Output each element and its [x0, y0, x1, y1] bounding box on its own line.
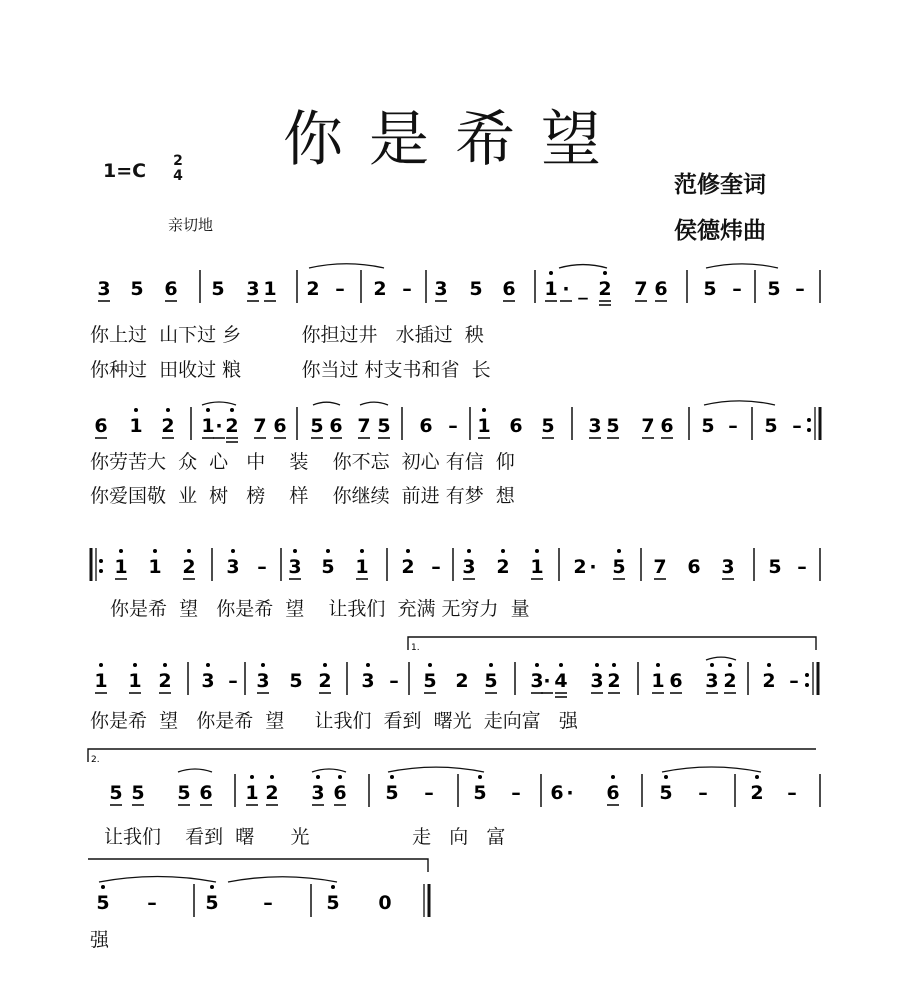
note: 3 [434, 278, 448, 300]
lyric-line-1-verse-1: 你上过 山下过 乡 你担过井 水插过 秧 [90, 324, 484, 346]
note: 5 [473, 782, 487, 804]
note: 5 [612, 556, 626, 578]
note: 2 [723, 670, 737, 692]
note: – [797, 556, 807, 578]
first-ending-label: 1. [411, 643, 420, 653]
note: 1 [201, 415, 215, 437]
note: – [698, 782, 708, 804]
note: 5 [764, 415, 778, 437]
lyric-line-2-verse-1: 你劳苦大 众 心 中 装 你不忘 初心 有信 仰 [90, 451, 515, 473]
note: 6 [550, 782, 564, 804]
note: – [792, 415, 802, 437]
note: 2 [182, 556, 196, 578]
note: 2 [496, 556, 510, 578]
octave-dot [153, 549, 157, 553]
lyricist-credit: 范修奎词 [674, 172, 766, 198]
note: 5 [326, 892, 340, 914]
note: 6 [509, 415, 523, 437]
note: 6 [660, 415, 674, 437]
tie-slur [360, 402, 388, 405]
octave-dot [101, 885, 105, 889]
note: – [389, 670, 399, 692]
note: 3 [311, 782, 325, 804]
octave-dot [231, 549, 235, 553]
note: 4 [554, 670, 568, 692]
lyric-line-chorus-1: 你是希 望 你是希 望 让我们 充满 无穷力 量 [110, 598, 530, 620]
note: 6 [333, 782, 347, 804]
note: 0 [378, 892, 392, 914]
octave-dot [535, 663, 539, 667]
note: 7 [357, 415, 371, 437]
octave-dot [338, 775, 342, 779]
octave-dot [603, 271, 607, 275]
note: 5 [109, 782, 123, 804]
note: 2 [306, 278, 320, 300]
octave-dot [261, 663, 265, 667]
octave-dot [728, 663, 732, 667]
note: 2 [750, 782, 764, 804]
tie-slur [178, 769, 212, 772]
octave-dot [478, 775, 482, 779]
tie-slur [706, 264, 778, 268]
note: · [215, 415, 223, 437]
lyric-line-ending-1: 让我们 看到 曙 光 走 向 富 [104, 826, 506, 848]
note: 5 [377, 415, 391, 437]
note: – [448, 415, 458, 437]
octave-dot [656, 663, 660, 667]
note: – [402, 278, 412, 300]
note: _ [578, 278, 588, 300]
note: 3 [705, 670, 719, 692]
note: 3 [361, 670, 375, 692]
tie-slur [309, 264, 384, 268]
octave-dot [549, 271, 553, 275]
octave-dot [250, 775, 254, 779]
note: 5 [606, 415, 620, 437]
octave-dot [489, 663, 493, 667]
note: 1 [544, 278, 558, 300]
note: 5 [385, 782, 399, 804]
note: 1 [128, 670, 142, 692]
octave-dot [428, 663, 432, 667]
second-ending-bracket [88, 749, 816, 762]
repeat-dot [99, 569, 103, 573]
note: 5 [484, 670, 498, 692]
octave-dot [206, 408, 210, 412]
note: 5 [703, 278, 717, 300]
note: 3 [462, 556, 476, 578]
note: 1 [651, 670, 665, 692]
note: 2 [318, 670, 332, 692]
octave-dot [406, 549, 410, 553]
octave-dot [501, 549, 505, 553]
note: – [511, 782, 521, 804]
note: – [257, 556, 267, 578]
note: 3 [201, 670, 215, 692]
note: 3 [590, 670, 604, 692]
octave-dot [331, 885, 335, 889]
note: 6 [419, 415, 433, 437]
note: 5 [131, 782, 145, 804]
note: 2 [598, 278, 612, 300]
note: 3 [288, 556, 302, 578]
note: 2 [225, 415, 239, 437]
octave-dot [482, 408, 486, 412]
note: 1 [263, 278, 277, 300]
note: 1 [355, 556, 369, 578]
tie-slur [388, 767, 484, 772]
octave-dot [210, 885, 214, 889]
note: 6 [164, 278, 178, 300]
octave-dot [664, 775, 668, 779]
note: 7 [253, 415, 267, 437]
note: – [335, 278, 345, 300]
note: 6 [654, 278, 668, 300]
note: 5 [767, 278, 781, 300]
octave-dot [99, 663, 103, 667]
octave-dot [230, 408, 234, 412]
note: 6 [273, 415, 287, 437]
octave-dot [326, 549, 330, 553]
lyric-line-1-verse-2: 你种过 田收过 粮 你当过 村支书和省 长 [90, 359, 491, 381]
note: – [787, 782, 797, 804]
repeat-dot [805, 683, 809, 687]
note: 5 [659, 782, 673, 804]
octave-dot [559, 663, 563, 667]
repeat-dot [807, 418, 811, 422]
note: 3 [226, 556, 240, 578]
note: – [228, 670, 238, 692]
note: 2 [373, 278, 387, 300]
lyric-line-chorus-2: 你是希 望 你是希 望 让我们 看到 曙光 走向富 强 [90, 710, 578, 732]
octave-dot [323, 663, 327, 667]
time-signature-top: 2 [173, 153, 183, 169]
note: – [795, 278, 805, 300]
note: 6 [502, 278, 516, 300]
octave-dot [187, 549, 191, 553]
octave-dot [612, 663, 616, 667]
tie-slur [662, 767, 761, 772]
octave-dot [611, 775, 615, 779]
note: 2 [762, 670, 776, 692]
note: 5 [541, 415, 555, 437]
octave-dot [293, 549, 297, 553]
note: – [728, 415, 738, 437]
lyric-line-2-verse-2: 你爱国敬 业 树 榜 样 你继续 前进 有梦 想 [90, 485, 515, 507]
note: 1 [114, 556, 128, 578]
note: 6 [669, 670, 683, 692]
octave-dot [366, 663, 370, 667]
note: 1 [245, 782, 259, 804]
note: 6 [94, 415, 108, 437]
note: 3 [256, 670, 270, 692]
note: 5 [205, 892, 219, 914]
note: 5 [768, 556, 782, 578]
note: 5 [469, 278, 483, 300]
tie-slur [706, 657, 736, 660]
octave-dot [755, 775, 759, 779]
octave-dot [390, 775, 394, 779]
octave-dot [767, 663, 771, 667]
tempo-marking: 亲切地 [168, 216, 214, 234]
note: 3 [246, 278, 260, 300]
note: 3 [588, 415, 602, 437]
note: 6 [606, 782, 620, 804]
time-signature-bottom: 4 [173, 168, 183, 184]
tie-slur [202, 402, 236, 405]
octave-dot [134, 408, 138, 412]
octave-dot [617, 549, 621, 553]
lyric-line-ending-2: 强 [90, 929, 110, 951]
note: 7 [641, 415, 655, 437]
octave-dot [710, 663, 714, 667]
octave-dot [119, 549, 123, 553]
second-ending-label: 2. [91, 755, 100, 765]
octave-dot [535, 549, 539, 553]
note: – [789, 670, 799, 692]
tie-slur [559, 265, 607, 268]
note: 2 [607, 670, 621, 692]
octave-dot [360, 549, 364, 553]
note: 5 [321, 556, 335, 578]
song-title: 你是希望 [283, 105, 627, 175]
repeat-dot [99, 559, 103, 563]
note: · [543, 670, 551, 692]
octave-dot [595, 663, 599, 667]
tie-slur [313, 402, 340, 405]
note: 1 [129, 415, 143, 437]
note: 2 [573, 556, 587, 578]
note: 5 [701, 415, 715, 437]
octave-dot [163, 663, 167, 667]
note: 7 [634, 278, 648, 300]
note: 2 [265, 782, 279, 804]
note: – [263, 892, 273, 914]
note: 1 [94, 670, 108, 692]
note: 7 [653, 556, 667, 578]
tie-slur [99, 876, 216, 882]
octave-dot [133, 663, 137, 667]
octave-dot [166, 408, 170, 412]
second-ending-bracket-continued [88, 859, 428, 872]
tie-slur [704, 401, 775, 405]
key-signature: 1=C [103, 160, 147, 182]
note: 2 [158, 670, 172, 692]
note: 3 [530, 670, 544, 692]
note: 1 [148, 556, 162, 578]
composer-credit: 侯德炜曲 [674, 218, 766, 244]
note: 3 [721, 556, 735, 578]
repeat-dot [807, 428, 811, 432]
octave-dot [206, 663, 210, 667]
octave-dot [316, 775, 320, 779]
note: 5 [211, 278, 225, 300]
first-ending-bracket [408, 637, 816, 650]
octave-dot [270, 775, 274, 779]
note: – [732, 278, 742, 300]
note: 5 [130, 278, 144, 300]
note: – [424, 782, 434, 804]
tie-slur [312, 769, 346, 772]
octave-dot [467, 549, 471, 553]
note: 5 [289, 670, 303, 692]
repeat-dot [805, 673, 809, 677]
note: · [589, 556, 597, 578]
note: – [147, 892, 157, 914]
note: 6 [687, 556, 701, 578]
note: 3 [97, 278, 111, 300]
note: – [431, 556, 441, 578]
note: 6 [199, 782, 213, 804]
note: 5 [177, 782, 191, 804]
note: 2 [401, 556, 415, 578]
note: 2 [161, 415, 175, 437]
note: 5 [96, 892, 110, 914]
note: 5 [423, 670, 437, 692]
tie-slur [228, 877, 337, 882]
note: 2 [455, 670, 469, 692]
note: 1 [477, 415, 491, 437]
note: · [566, 782, 574, 804]
note: · [562, 278, 570, 300]
note: 6 [329, 415, 343, 437]
note: 5 [310, 415, 324, 437]
note: 1 [530, 556, 544, 578]
